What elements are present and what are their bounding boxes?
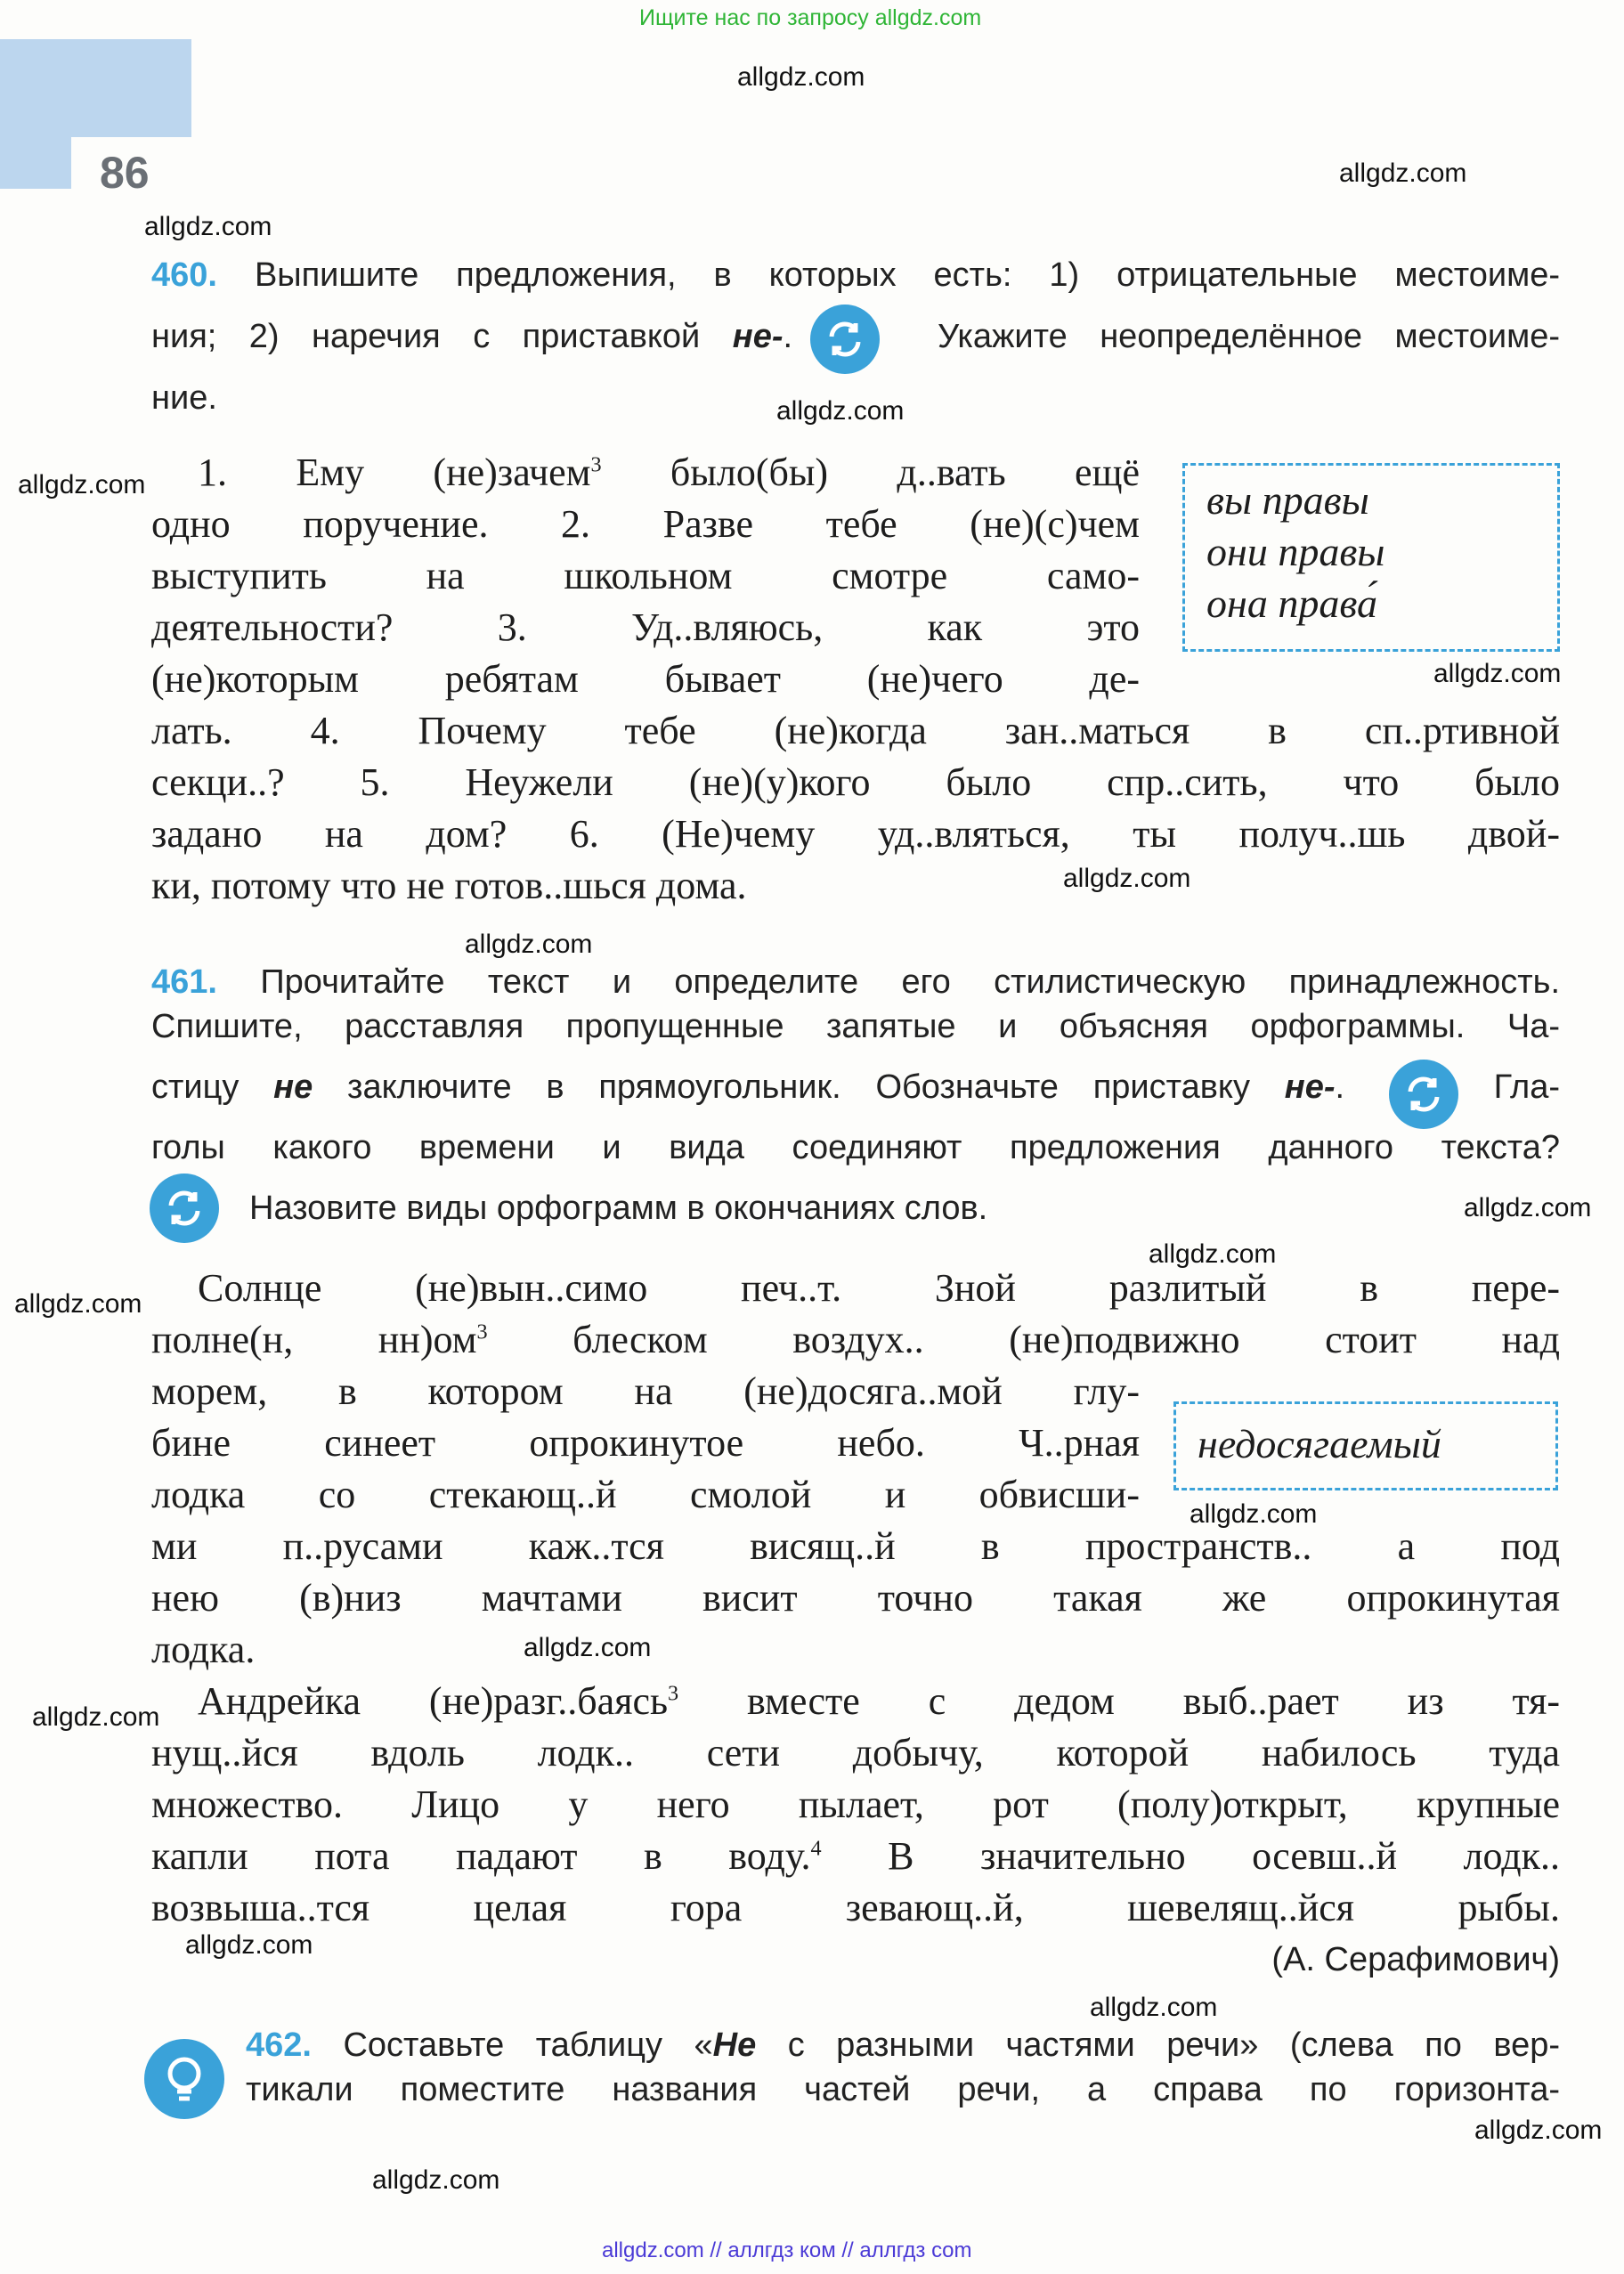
watermark: allgdz.com (1433, 659, 1562, 688)
page-corner-decor-tab (0, 39, 71, 189)
watermark-top[interactable]: Ищите нас по запросу allgdz.com (639, 5, 982, 30)
task-text: тикали поместите названия частей речи, а справа по горизонта- (246, 2071, 1560, 2108)
task-text: с разными частями речи» (слева по вер- (787, 2026, 1561, 2064)
text-line: нею (в)низ мачтами висит точно такая же опрокинутая (151, 1576, 1560, 1620)
footnote-mark: 4 (810, 1836, 822, 1861)
task-text: Выпишите предложения, в которых есть: 1) отрицательные местоиме- (254, 256, 1560, 294)
lightbulb-icon (144, 2039, 224, 2119)
footnote-mark: 3 (668, 1681, 679, 1706)
watermark: allgdz.com (1063, 864, 1191, 893)
task-number: 460. (151, 256, 217, 294)
watermark: allgdz.com (1190, 1499, 1318, 1529)
watermark: allgdz.com (1090, 1993, 1218, 2022)
watermark: allgdz.com (1474, 2116, 1603, 2145)
repeat-icon (150, 1174, 219, 1243)
repeat-icon (1389, 1060, 1458, 1129)
text-line: морем, в котором на (не)досяга..мой глу- (151, 1369, 1140, 1413)
footnote-mark: 3 (476, 1320, 488, 1344)
watermark: allgdz.com (14, 1289, 142, 1319)
watermark: allgdz.com (32, 1702, 160, 1732)
emphasis: не- (732, 318, 784, 355)
author-attribution: (А. Серафимович) (1271, 1941, 1560, 1978)
emphasis: Не (712, 2026, 757, 2064)
text-line: нущ..йся вдоль лодк.. сети добычу, которой набилось туда (151, 1731, 1560, 1775)
text-line: полне(н, нн)ом (151, 1318, 477, 1361)
sentence-line: было(бы) д..вать ещё (670, 451, 1140, 494)
task-text: . (1335, 1068, 1345, 1106)
task-number: 461. (151, 963, 217, 1001)
watermark: allgdz.com (1464, 1193, 1592, 1222)
task-text: Укажите неопределённое местоиме- (937, 318, 1561, 355)
text-line: лодка. (151, 1628, 256, 1671)
sentence-line: 1. Ему (не)зачем (198, 451, 591, 494)
sentence-line: (не)которым ребятам бывает (не)чего де- (151, 657, 1140, 701)
watermark-bottom[interactable]: allgdz.com // аллгдз ком // аллгдз com (602, 2238, 972, 2262)
watermark: allgdz.com (465, 930, 593, 959)
task-text: ние. (151, 379, 217, 417)
task-number: 462. (246, 2026, 312, 2064)
watermark: allgdz.com (524, 1633, 652, 1662)
task-text: Прочитайте текст и определите его стилистическую принадлежность. (260, 963, 1560, 1001)
text-line: В значительно осевш..й лодк.. (888, 1834, 1561, 1878)
watermark: allgdz.com (1339, 158, 1467, 188)
task-461-instructions (151, 960, 1560, 1230)
footnote-mark: 3 (590, 452, 602, 477)
watermark: allgdz.com (776, 396, 905, 426)
emphasis: не- (1284, 1068, 1336, 1106)
sentence-line: лать. 4. Почему тебе (не)когда зан..маться в сп..ртивной (151, 709, 1560, 752)
sentence-line: ки, потому что не готов..шься дома. (151, 864, 747, 907)
task-text: Назовите виды орфограмм в окончаниях слов. (249, 1190, 988, 1227)
hint-line: она права́ (1206, 581, 1377, 626)
text-line: Андрейка (не)разг..баясь (198, 1679, 669, 1723)
repeat-icon (810, 305, 880, 374)
text-line: лодка со стекающ..й смолой и обвисши- (151, 1473, 1140, 1516)
text-line: капли пота падают в воду. (151, 1834, 811, 1878)
hint-line: они правы (1206, 529, 1385, 574)
task-text: Спишите, расставляя пропущенные запятые и объясняя орфограммы. Ча- (151, 1008, 1560, 1045)
text-line: бине синеет опрокинутое небо. Ч..рная (151, 1421, 1140, 1465)
sentence-line: одно поручение. 2. Разве тебе (не)(с)чем (151, 502, 1140, 546)
text-line: ми п..русами каж..тся висящ..й в пространств.. а под (151, 1524, 1560, 1568)
text-line: блеском воздух.. (не)подвижно стоит над (572, 1318, 1561, 1361)
task-461-text (151, 1263, 1560, 1986)
task-text: голы какого времени и вида соединяют предложения данного текста? (151, 1129, 1560, 1166)
text-line: вместе с дедом выб..рает из тя- (747, 1679, 1560, 1723)
watermark: allgdz.com (737, 62, 865, 92)
task-text: стицу (151, 1068, 240, 1106)
text-line: множество. Лицо у него пылает, рот (полу)открыт, крупные (151, 1783, 1560, 1826)
emphasis: не (273, 1068, 313, 1106)
watermark: allgdz.com (144, 212, 272, 241)
spelling-hint-box: недосягаемый (1173, 1401, 1558, 1490)
watermark: allgdz.com (1149, 1239, 1277, 1269)
task-text: . (783, 318, 793, 355)
hint-line: вы правы (1206, 477, 1369, 523)
sentence-line: задано на дом? 6. (Не)чему уд..вляться, ты получ..шь двой- (151, 812, 1560, 856)
watermark: allgdz.com (185, 1930, 313, 1960)
watermark: allgdz.com (372, 2165, 500, 2195)
sentence-line: секци..? 5. Неужели (не)(у)кого было спр..сить, что было (151, 760, 1560, 804)
page-number: 86 (100, 148, 150, 198)
text-line: Солнце (не)вын..симо печ..т. Зной разлитый в пере- (198, 1266, 1560, 1310)
task-text: Составьте таблицу « (343, 2026, 713, 2064)
task-text: Гла- (1493, 1068, 1560, 1106)
task-text: ния; 2) наречия с приставкой (151, 318, 701, 355)
watermark: allgdz.com (18, 470, 146, 499)
task-text: заключите в прямоугольник. Обозначьте приставку (347, 1068, 1250, 1106)
text-line: возвыша..тся целая гора зевающ..й, шевелящ..йся рыбы. (151, 1886, 1560, 1929)
sentence-line: деятельности? 3. Уд..вляюсь, как это (151, 605, 1140, 649)
sentence-line: выступить на школьном смотре само- (151, 554, 1140, 597)
spelling-hint-box (1182, 463, 1560, 652)
task-462-instructions (246, 2023, 1560, 2112)
